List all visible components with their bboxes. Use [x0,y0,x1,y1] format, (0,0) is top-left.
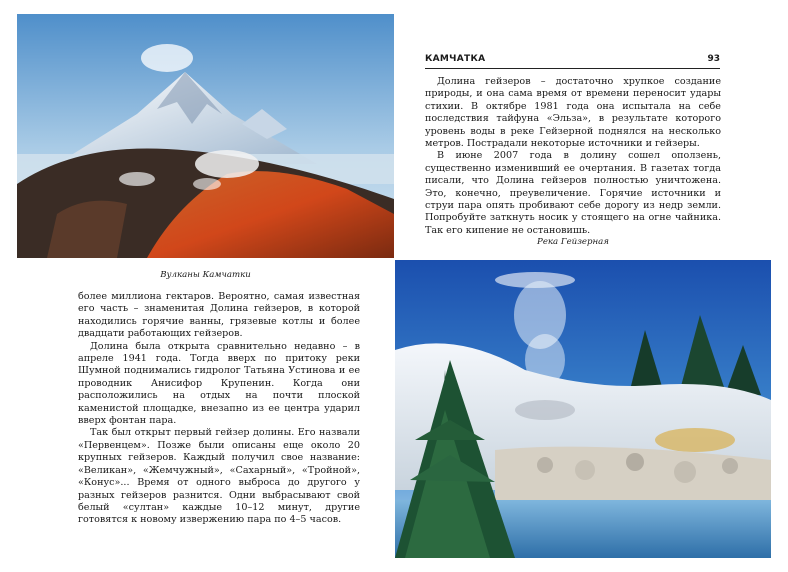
paragraph: В июне 2007 года в долину сошел оползень, существенно изменивший ее очертания. В газетах тогда писали, что Долина гейзеров полностью уничтожена. Это, конечно, преувеличение. Горячие источники и струи пара опять пробивают себе дорогу из недр земли. Попробуйте заткнуть носик у стоящего на огне чайника. Так его кипение не остановишь. [425,150,721,236]
paragraph: Долина была открыта сравнительно недавно – в апреле 1941 года. Тогда вверх по притоку реки Шумной поднимались гидролог Татьяна Устинова и ее проводник Анисифор Крупенин. Когда они расположились на отдых на почти плоской каменистой площадке, внезапно из ее центра ударил вверх фонтан пара. [78,340,360,427]
left-column-text [78,291,360,527]
running-header [425,54,720,69]
page-number: 93 [707,54,720,64]
caption-river: Река Гейзерная [537,237,609,247]
section-title: КАМЧАТКА [425,54,486,64]
geyser-illustration [395,260,771,558]
caption-volcanoes: Вулканы Камчатки [160,270,251,280]
paragraph: более миллиона гектаров. Вероятно, самая известная его часть – знаменитая Долина гейзеров, в которой находились горячие ванны, грязевые котлы и более двадцати работающих гейзеров. [78,291,360,340]
paragraph: Так был открыт первый гейзер долины. Его назвали «Первенцем». Позже были описаны еще около 20 крупных гейзеров. Каждый получил свое название: «Великан», «Жемчужный», «Сахарный», «Тройной», «Конус»... Время от одного выброса до другого у разных гейзеров разнится. Одни выбрасывают свой белый «султан» каждые 10–12 минут, другие готовятся к новому извержению пара по 4–5 часов. [78,427,360,526]
volcano-illustration [17,14,394,258]
paragraph: Долина гейзеров – достаточно хрупкое создание природы, и она сама время от времени переносит удары стихии. В октябре 1981 года она испытала на себе последствия тайфуна «Эльза», в результате которого уровень воды в реке Гейзерной поднялся на несколько метров. Пострадали некоторые источники и гейзеры. [425,76,721,150]
right-column-text [425,76,721,237]
